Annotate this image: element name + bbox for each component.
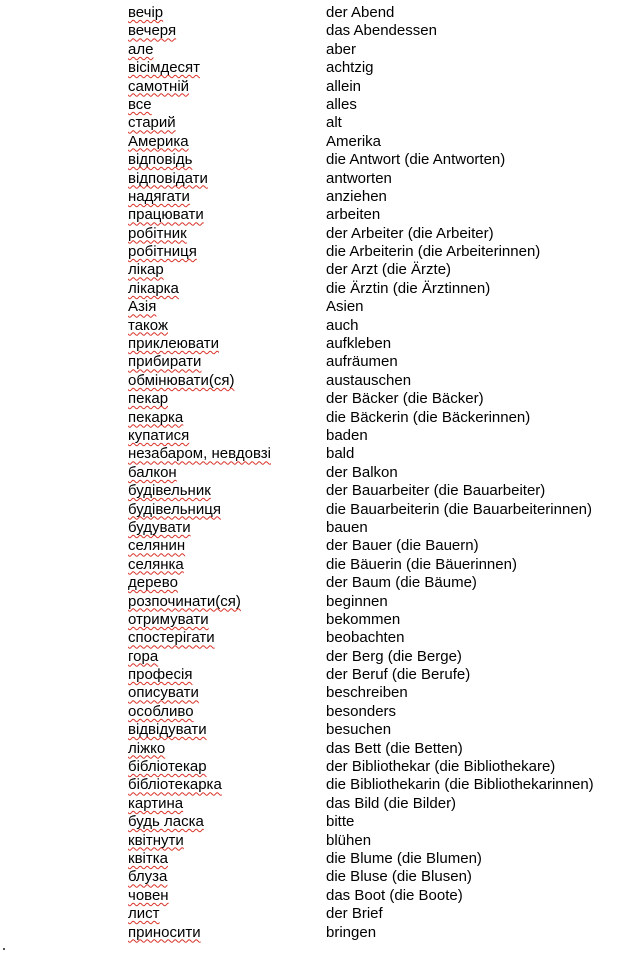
vocab-row bbox=[0, 611, 619, 629]
ukrainian-word: човен bbox=[128, 886, 169, 904]
ukrainian-word: робітник bbox=[128, 224, 187, 242]
german-word: der Bauer (die Bauern) bbox=[326, 537, 479, 555]
ukrainian-word: лікар bbox=[128, 261, 164, 279]
vocab-row bbox=[0, 372, 619, 390]
german-word: der Bäcker (die Bäcker) bbox=[326, 390, 484, 408]
ukrainian-word: квітка bbox=[128, 849, 168, 867]
german-word: beobachten bbox=[326, 629, 405, 647]
vocab-row bbox=[0, 261, 619, 279]
ukrainian-word: будь ласка bbox=[128, 813, 204, 831]
german-word: besonders bbox=[326, 702, 397, 720]
german-word: der Arbeiter (die Arbeiter) bbox=[326, 224, 494, 242]
ukrainian-word: квітнути bbox=[128, 831, 184, 849]
german-word: Asien bbox=[326, 298, 364, 316]
german-word: blühen bbox=[326, 831, 372, 849]
ukrainian-word: приносити bbox=[128, 923, 201, 941]
vocab-row bbox=[0, 280, 619, 298]
vocab-row bbox=[0, 225, 619, 243]
german-word: arbeiten bbox=[326, 206, 381, 224]
vocab-row bbox=[0, 317, 619, 335]
vocab-row bbox=[0, 684, 619, 702]
ukrainian-word: пекарка bbox=[128, 408, 184, 426]
ukrainian-word: будівельниця bbox=[128, 500, 221, 518]
vocab-row bbox=[0, 353, 619, 371]
vocab-row bbox=[0, 206, 619, 224]
vocab-row bbox=[0, 813, 619, 831]
german-word: das Bett (die Betten) bbox=[326, 739, 463, 757]
vocab-row bbox=[0, 188, 619, 206]
ukrainian-word: працювати bbox=[128, 206, 204, 224]
german-word: der Bauarbeiter (die Bauarbeiter) bbox=[326, 482, 546, 500]
german-word: beginnen bbox=[326, 592, 388, 610]
german-word: der Brief bbox=[326, 905, 383, 923]
german-word: die Bäckerin (die Bäckerinnen) bbox=[326, 408, 531, 426]
ukrainian-word: Азія bbox=[128, 298, 157, 316]
german-word: besuchen bbox=[326, 721, 392, 739]
german-word: die Bauarbeiterin (die Bauarbeiterinnen) bbox=[326, 500, 593, 518]
ukrainian-word: будівельник bbox=[128, 482, 211, 500]
german-word: aber bbox=[326, 40, 357, 58]
german-word: baden bbox=[326, 426, 368, 444]
vocab-row bbox=[0, 335, 619, 353]
vocab-row bbox=[0, 464, 619, 482]
ukrainian-word: будувати bbox=[128, 518, 191, 536]
vocab-row bbox=[0, 390, 619, 408]
german-word: austauschen bbox=[326, 371, 412, 389]
vocab-row bbox=[0, 170, 619, 188]
german-word: antworten bbox=[326, 169, 392, 187]
german-word: die Bluse (die Blusen) bbox=[326, 868, 472, 886]
german-word: Amerika bbox=[326, 132, 382, 150]
ukrainian-word: все bbox=[128, 95, 152, 113]
vocab-row bbox=[0, 758, 619, 776]
german-word: alt bbox=[326, 114, 342, 132]
vocab-row bbox=[0, 593, 619, 611]
ukrainian-word: відвідувати bbox=[128, 721, 207, 739]
vocab-row bbox=[0, 59, 619, 77]
vocab-row bbox=[0, 41, 619, 59]
ukrainian-word: старий bbox=[128, 114, 176, 132]
ukrainian-word: самотній bbox=[128, 77, 190, 95]
german-word: aufräumen bbox=[326, 353, 398, 371]
german-word: bauen bbox=[326, 518, 368, 536]
vocab-row bbox=[0, 409, 619, 427]
vocab-row bbox=[0, 519, 619, 537]
ukrainian-word: особливо bbox=[128, 702, 194, 720]
german-word: alles bbox=[326, 95, 357, 113]
ukrainian-word: дерево bbox=[128, 574, 178, 592]
german-word: der Arzt (die Ärzte) bbox=[326, 261, 452, 279]
german-word: achtzig bbox=[326, 59, 374, 77]
ukrainian-word: отримувати bbox=[128, 610, 209, 628]
vocab-row bbox=[0, 905, 619, 923]
vocab-row bbox=[0, 482, 619, 500]
german-word: der Baum (die Bäume) bbox=[326, 574, 477, 592]
vocab-row bbox=[0, 924, 619, 942]
page-corner-mark bbox=[3, 948, 5, 950]
ukrainian-word: прибирати bbox=[128, 353, 202, 371]
ukrainian-word: відповідати bbox=[128, 169, 208, 187]
german-word: der Beruf (die Berufe) bbox=[326, 666, 471, 684]
german-word: die Arbeiterin (die Arbeiterinnen) bbox=[326, 243, 541, 261]
vocab-row bbox=[0, 133, 619, 151]
vocab-row bbox=[0, 776, 619, 794]
vocab-row bbox=[0, 298, 619, 316]
german-word: die Ärztin (die Ärztinnen) bbox=[326, 279, 491, 297]
ukrainian-word: але bbox=[128, 40, 154, 58]
german-word: bekommen bbox=[326, 610, 401, 628]
vocab-row bbox=[0, 22, 619, 40]
ukrainian-word: селянка bbox=[128, 555, 184, 573]
vocabulary-list bbox=[0, 4, 619, 942]
german-word: bald bbox=[326, 445, 355, 463]
german-word: bringen bbox=[326, 923, 377, 941]
vocab-row bbox=[0, 740, 619, 758]
ukrainian-word: вісімдесят bbox=[128, 59, 201, 77]
german-word: die Bäuerin (die Bäuerinnen) bbox=[326, 555, 517, 573]
ukrainian-word: також bbox=[128, 316, 168, 334]
vocab-row bbox=[0, 427, 619, 445]
ukrainian-word: пекар bbox=[128, 390, 169, 408]
vocab-row bbox=[0, 96, 619, 114]
german-word: der Berg (die Berge) bbox=[326, 647, 462, 665]
ukrainian-word: селянин bbox=[128, 537, 186, 555]
german-word: der Balkon bbox=[326, 463, 398, 481]
ukrainian-word: бібліотекарка bbox=[128, 776, 222, 794]
ukrainian-word: лист bbox=[128, 905, 160, 923]
vocab-row bbox=[0, 574, 619, 592]
ukrainian-word: лікарка bbox=[128, 279, 179, 297]
german-word: das Bild (die Bilder) bbox=[326, 794, 457, 812]
vocab-row bbox=[0, 78, 619, 96]
vocab-row bbox=[0, 114, 619, 132]
vocab-row bbox=[0, 629, 619, 647]
german-word: beschreiben bbox=[326, 684, 408, 702]
ukrainian-word: вечеря bbox=[128, 22, 177, 40]
vocab-row bbox=[0, 666, 619, 684]
vocab-row bbox=[0, 868, 619, 886]
german-word: der Abend bbox=[326, 4, 395, 21]
german-word: die Bibliothekarin (die Bibliothekarinnen) bbox=[326, 776, 594, 794]
vocab-row bbox=[0, 151, 619, 169]
german-word: die Antwort (die Antworten) bbox=[326, 151, 506, 169]
ukrainian-word: описувати bbox=[128, 684, 199, 702]
german-word: bitte bbox=[326, 813, 355, 831]
ukrainian-word: картина bbox=[128, 794, 184, 812]
vocab-row bbox=[0, 887, 619, 905]
ukrainian-word: робітниця bbox=[128, 243, 197, 261]
ukrainian-word: приклеювати bbox=[128, 335, 219, 353]
ukrainian-word: блуза bbox=[128, 868, 168, 886]
ukrainian-word: Америка bbox=[128, 132, 189, 150]
ukrainian-word: професія bbox=[128, 666, 193, 684]
vocab-row bbox=[0, 243, 619, 261]
ukrainian-word: купатися bbox=[128, 426, 190, 444]
german-word: das Boot (die Boote) bbox=[326, 886, 463, 904]
ukrainian-word: незабаром, невдовзі bbox=[128, 445, 271, 463]
german-word: die Blume (die Blumen) bbox=[326, 849, 482, 867]
ukrainian-word: спостерігати bbox=[128, 629, 215, 647]
ukrainian-word: ліжко bbox=[128, 739, 166, 757]
vocab-row bbox=[0, 703, 619, 721]
ukrainian-word: надягати bbox=[128, 187, 190, 205]
vocab-row bbox=[0, 721, 619, 739]
ukrainian-word: відповідь bbox=[128, 151, 193, 169]
ukrainian-word: бібліотекар bbox=[128, 758, 207, 776]
german-word: auch bbox=[326, 316, 359, 334]
vocab-row bbox=[0, 795, 619, 813]
german-word: allein bbox=[326, 77, 362, 95]
vocab-row bbox=[0, 4, 619, 22]
vocab-row bbox=[0, 832, 619, 850]
ukrainian-word: вечір bbox=[128, 4, 164, 21]
german-word: das Abendessen bbox=[326, 22, 437, 40]
ukrainian-word: балкон bbox=[128, 463, 177, 481]
vocab-row bbox=[0, 537, 619, 555]
ukrainian-word: обмінювати(ся) bbox=[128, 371, 235, 389]
ukrainian-word: гора bbox=[128, 647, 159, 665]
vocab-row bbox=[0, 648, 619, 666]
vocab-row bbox=[0, 850, 619, 868]
german-word: der Bibliothekar (die Bibliothekare) bbox=[326, 758, 556, 776]
vocab-row bbox=[0, 445, 619, 463]
german-word: aufkleben bbox=[326, 335, 392, 353]
german-word: anziehen bbox=[326, 187, 387, 205]
vocab-row bbox=[0, 556, 619, 574]
ukrainian-word: розпочинати(ся) bbox=[128, 592, 241, 610]
vocab-row bbox=[0, 501, 619, 519]
